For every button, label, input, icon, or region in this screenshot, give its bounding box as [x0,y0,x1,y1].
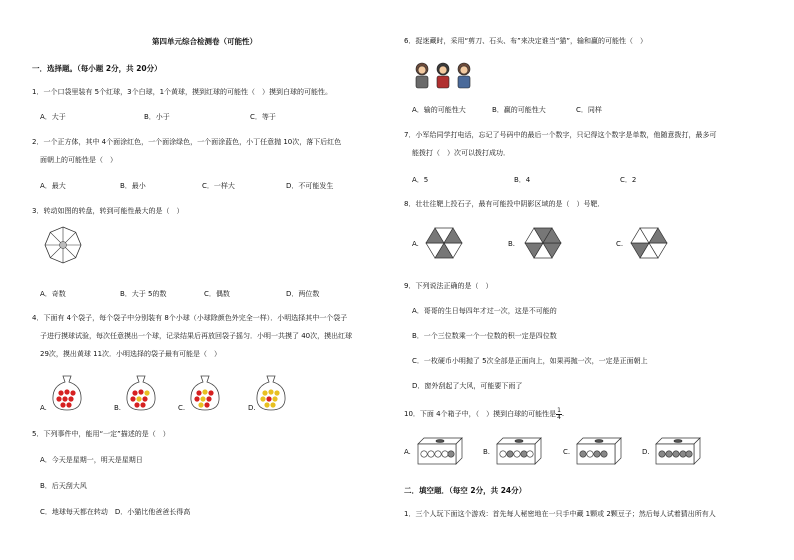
q7-option-a: A．5 [412,176,429,184]
bag-b-image [124,374,158,412]
spinner-wheel-image [44,226,82,264]
target-b-hexagon [524,226,562,260]
q1-option-b: B．小于 [144,113,170,121]
s2-q1-stem: 1．三个人玩下面这个游戏：首先每人秘密地在一只手中藏 1颗或 2颗豆子；然后每人试着猜出所有人 [404,510,716,518]
q8-stem: 8．壮壮往靶上投石子，最有可能投中阴影区域的是（ ）号靶． [404,200,605,208]
q6-stem: 6．捉迷藏时，采用“剪刀、石头、布”来决定谁当“猫”，输和赢的可能性（ ） [404,37,647,45]
q8-option-b: B. [508,240,516,248]
q4-option-a: A. [40,404,47,412]
q8-option-a: A. [412,240,419,248]
q5-option-c-d: C．地球每天都在转动 D．小猫比他爸爸长得高 [40,508,191,516]
q7-option-b: B．4 [514,176,531,184]
q10-option-b: B. [483,448,491,456]
q1-option-a: A．大于 [40,113,66,121]
box-a-image [416,436,464,464]
box-c-image [575,436,623,464]
q3-option-d: D．两位数 [286,290,320,298]
q4-stem-line1: 4．下面有 4个袋子，每个袋子中分别装有 8个小球（小球除颜色外完全一样）．小明选择其中一个袋子 [32,314,348,322]
q7-stem-line2: 能拨打（ ）次可以拨打成功． [412,149,510,157]
q5-option-a: A．今天是星期一，明天是星期日 [40,456,143,464]
q4-option-c: C. [178,404,186,412]
q10-stem-text: 10．下面 4个箱子中，（ ）摸到白球的可能性是 [404,410,557,418]
q1-option-c: C．等于 [250,113,276,121]
section1-heading: 一．选择题。（每小题 2分，共 20分） [32,64,162,73]
q2-option-a: A．最大 [40,182,66,190]
target-c-hexagon [630,226,668,260]
q5-stem: 5．下列事件中，能用“一定”描述的是（ ） [32,430,170,438]
q10-option-c: C. [563,448,571,456]
bag-a-image [50,374,84,412]
q4-option-b: B. [114,404,122,412]
bag-c-image [188,374,222,412]
box-b-image [495,436,543,464]
q9-option-c: C．一枚硬币小明抛了 5次全部是正面向上，如果再抛一次，一定是正面朝上 [412,357,648,365]
section2-heading: 二．填空题．（每空 2分，共 24分） [404,486,527,495]
q9-option-d: D．窗外刮起了大风，可能要下雨了 [412,382,523,390]
q7-option-c: C．2 [620,176,637,184]
children-playing-image [412,60,474,90]
q9-option-a: A．哥哥的生日每四年才过一次，这是不可能的 [412,307,557,315]
q10-stem-end: . [561,410,565,418]
q4-stem-line2: 子进行摸球试验，每次任意摸出一个球，记录结果后再放回袋子摇匀．小明一共摸了 40次，摸出红球 [40,332,353,340]
q6-option-c: C．同样 [576,106,602,114]
bag-d-image [254,374,288,412]
q9-option-b: B．一个三位数乘一个一位数的积一定是四位数 [412,332,557,340]
box-d-image [654,436,702,464]
q2-stem-line2: 面朝上的可能性是（ ） [40,156,117,164]
q3-option-a: A．奇数 [40,290,66,298]
q10-option-d: D. [642,448,650,456]
q6-option-b: B．赢的可能性大 [492,106,546,114]
q10-fraction-numerator: 1 [557,406,561,414]
q4-option-d: D. [248,404,256,412]
q10-fraction-denominator: 4 [557,413,561,421]
q2-option-c: C．一样大 [202,182,235,190]
q7-stem-line1: 7．小军给同学打电话，忘记了号码中的最后一个数字，只记得这个数字是单数，他随意拨打，最多可 [404,131,717,139]
q10-option-a: A. [404,448,411,456]
q2-stem-line1: 2．一个正方体，其中 4个面涂红色，一个面涂绿色，一个面涂蓝色，小丁任意抛 10次，落下后红色 [32,138,342,146]
target-a-hexagon [425,226,463,260]
q3-option-b: B．大于 5的数 [120,290,167,298]
q6-option-a: A．输的可能性大 [412,106,466,114]
q9-stem: 9．下列说法正确的是（ ） [404,282,493,290]
page-title: 第四单元综合检测卷（可能性） [152,37,257,46]
q3-stem: 3．转动如图的转盘，转到可能性最大的是（ ） [32,207,184,215]
q3-option-c: C．偶数 [204,290,230,298]
q10-stem [404,407,564,421]
q2-option-d: D．不可能发生 [286,182,334,190]
q5-option-b: B．后天刮大风 [40,482,87,490]
q1-stem: 1．一个口袋里装有 5个红球，3个白球，1个黄球，摸到红球的可能性（ ）摸到白球的可能性。 [32,88,333,96]
q8-option-c: C. [616,240,624,248]
q2-option-b: B．最小 [120,182,146,190]
q4-stem-line3: 29次，摸出黄球 11次．小明选择的袋子最有可能是（ ） [40,350,222,358]
